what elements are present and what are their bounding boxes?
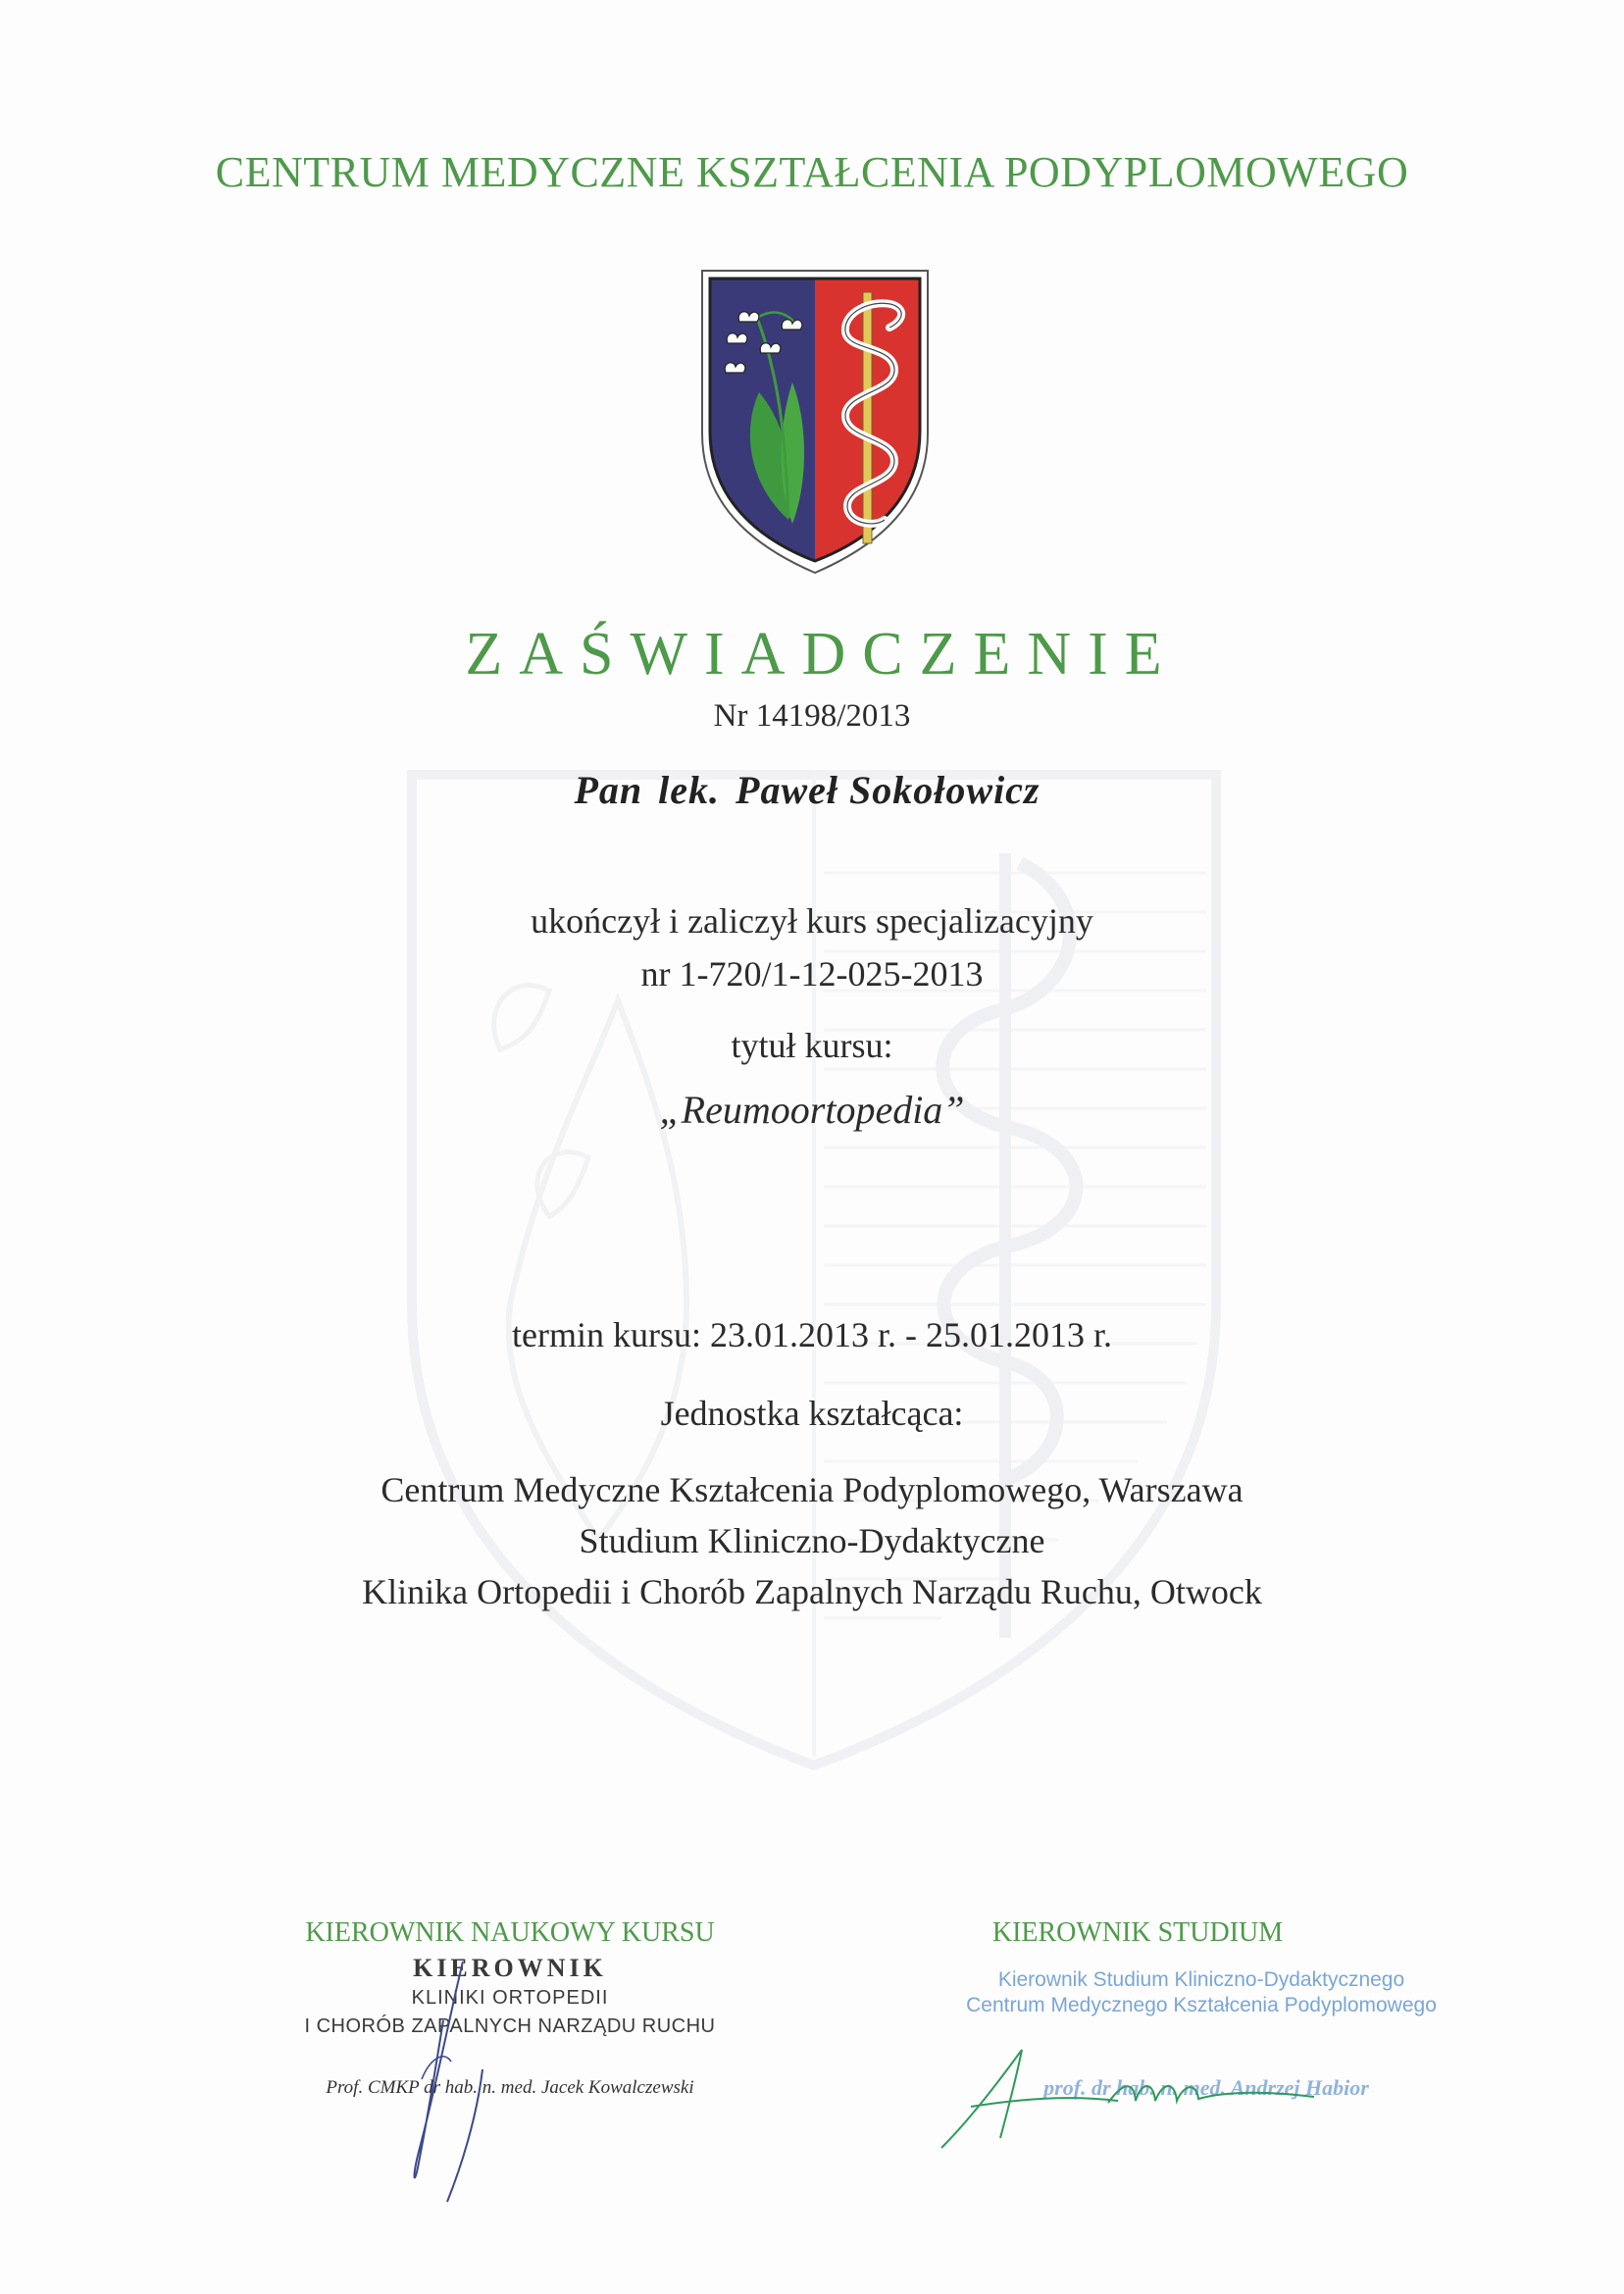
training-unit-line: Klinika Ortopedii i Chorób Zapalnych Narządu Ruchu, Otwock: [362, 1572, 1262, 1611]
stamp-line: I CHORÓB ZAPALNYCH NARZĄDU RUCHU: [304, 2015, 716, 2037]
recipient-prefix: Pan: [574, 768, 643, 812]
scientific-director-name: Prof. CMKP dr hab. n. med. Jacek Kowalczewski: [326, 2077, 694, 2098]
stamp-line: Kierownik Studium Kliniczno-Dydaktycznego: [997, 1968, 1405, 1991]
course-term: termin kursu: 23.01.2013 r. - 25.01.2013 r.: [512, 1315, 1112, 1354]
recipient-name: Paweł Sokołowicz: [736, 768, 1040, 812]
course-title-label: tytuł kursu:: [731, 1026, 893, 1065]
stamp-line: Centrum Medycznego Kształcenia Podyplomowego: [966, 1994, 1437, 2016]
studium-director-heading: KIEROWNIK STUDIUM: [991, 1917, 1284, 1948]
institution-header: CENTRUM MEDYCZNE KSZTAŁCENIA PODYPLOMOWEGO: [215, 148, 1409, 196]
crest-logo-icon: [698, 267, 932, 577]
right-handwritten-signature-icon: [932, 2020, 1363, 2158]
recipient-title: lek.: [658, 768, 721, 812]
studium-director-name: prof. dr hab. n. med. Andrzej Habior: [1043, 2075, 1369, 2100]
course-title: „Reumoortopedia”: [659, 1088, 965, 1132]
left-handwritten-signature-icon: [392, 1952, 530, 2207]
studium-stamp: [927, 1967, 1476, 2018]
certificate-number: Nr 14198/2013: [713, 698, 911, 734]
scientific-director-heading: KIEROWNIK NAUKOWY KURSU: [305, 1917, 715, 1948]
stamp-line: KIEROWNIK: [413, 1954, 607, 1982]
recipient: [0, 767, 1624, 813]
training-unit-label: Jednostka kształcąca:: [660, 1394, 964, 1433]
certificate-title: ZAŚWIADCZENIE: [465, 621, 1179, 688]
course-number: nr 1-720/1-12-025-2013: [640, 954, 984, 994]
training-unit-line: Studium Kliniczno-Dydaktyczne: [579, 1521, 1045, 1560]
completed-statement: ukończył i zaliczył kurs specjalizacyjny: [531, 901, 1093, 941]
training-unit-line: Centrum Medyczne Kształcenia Podyplomowego, Warszawa: [381, 1470, 1243, 1509]
stamp-line: KLINIKI ORTOPEDII: [411, 1987, 609, 2009]
